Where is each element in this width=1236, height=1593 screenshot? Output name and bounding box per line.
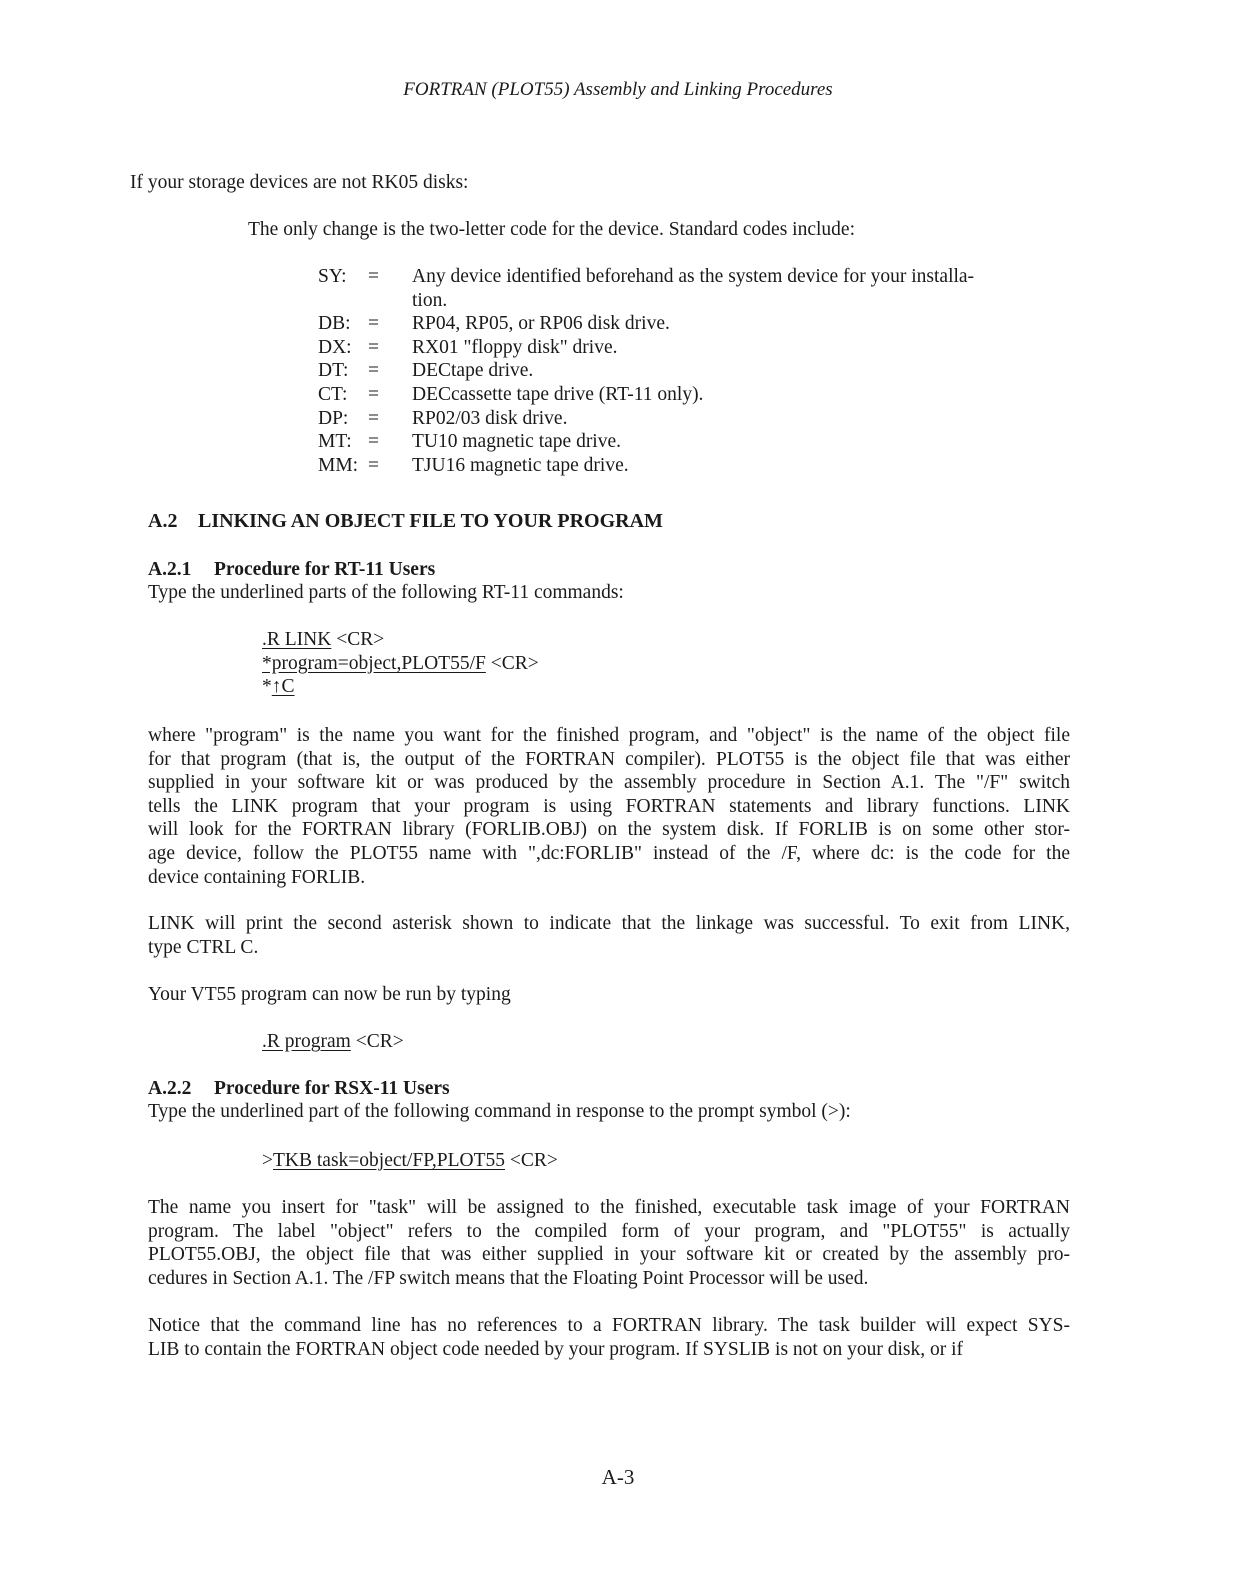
- running-head: FORTRAN (PLOT55) Assembly and Linking Procedures: [403, 79, 833, 100]
- text-line: LIB to contain the FORTRAN object code needed by your program. If SYSLIB is not on your disk, or if: [148, 1338, 963, 1360]
- equals-sign: =: [368, 431, 379, 453]
- tkb-command-line: [262, 1149, 558, 1173]
- prompt-symbol: >: [262, 1150, 273, 1171]
- device-code-row: [318, 359, 1068, 383]
- device-description: TJU16 magnetic tape drive.: [412, 454, 629, 476]
- rt11-instruction: Type the underlined parts of the following RT-11 commands:: [148, 582, 624, 603]
- section-number: A.2.2: [148, 1078, 192, 1099]
- section-number: A.2: [148, 510, 178, 532]
- text-line: will look for the FORTRAN library (FORLIB.OBJ) on the system disk. If FORLIB is on some other stor-: [148, 819, 1070, 841]
- device-code: MM:: [318, 454, 359, 476]
- section-heading-a2: [148, 510, 663, 534]
- text-line: PLOT55.OBJ, the object file that was either supplied in your software kit or created by the assembly pro-: [148, 1244, 1070, 1266]
- command-line: [262, 675, 539, 699]
- equals-sign: =: [368, 313, 379, 335]
- typed-input: .R LINK: [262, 629, 332, 650]
- command-suffix: <CR>: [485, 652, 539, 674]
- equals-sign: =: [368, 383, 379, 405]
- command-suffix: <CR>: [505, 1150, 558, 1171]
- device-code: DT:: [318, 360, 349, 382]
- typed-input: TKB task=object/FP,PLOT55: [273, 1150, 506, 1171]
- section-title: Procedure for RT-11 Users: [214, 559, 436, 580]
- section-title: Procedure for RSX-11 Users: [214, 1078, 450, 1099]
- device-code-row: [318, 454, 1068, 478]
- text-line: where "program" is the name you want for the finished program, and "object" is the name of the object file: [148, 725, 1070, 746]
- section-number: A.2.1: [148, 559, 192, 580]
- typed-input: .R program: [262, 1031, 351, 1052]
- text-line: LINK will print the second asterisk shown to indicate that the linkage was successful. To exit from LINK,: [148, 913, 1070, 934]
- text-line: device containing FORLIB.: [148, 866, 366, 888]
- paragraph-notice-syslib: [148, 1314, 1070, 1361]
- section-heading-a22: [148, 1077, 450, 1101]
- paragraph-task-name: [148, 1196, 1070, 1290]
- device-description: RX01 "floppy disk" drive.: [412, 336, 618, 358]
- equals-sign: =: [368, 407, 379, 429]
- typed-input: *program=object,PLOT55/F: [262, 652, 486, 674]
- device-code-row: [318, 312, 1068, 336]
- command-line: [262, 652, 539, 676]
- device-code-row: [318, 430, 1068, 454]
- paragraph-vt55-run: Your VT55 program can now be run by typing: [148, 984, 511, 1005]
- equals-sign: =: [368, 454, 379, 476]
- device-code-list: [318, 265, 1068, 477]
- device-description: DECcassette tape drive (RT-11 only).: [412, 383, 704, 405]
- text-line: Notice that the command line has no references to a FORTRAN library. The task builder will expect SYS-: [148, 1315, 1070, 1336]
- equals-sign: =: [368, 336, 379, 358]
- device-code: CT:: [318, 383, 348, 405]
- device-code-row: [318, 265, 1068, 312]
- run-command-line: [262, 1030, 404, 1054]
- device-code-row: [318, 407, 1068, 431]
- device-description: TU10 magnetic tape drive.: [412, 431, 622, 453]
- device-code: DP:: [318, 407, 349, 429]
- text-line: program. The label "object" refers to the compiled form of your program, and "PLOT55" is actually: [148, 1220, 1070, 1242]
- device-code: MT:: [318, 431, 352, 453]
- device-description: RP02/03 disk drive.: [412, 407, 568, 429]
- text-line: tells the LINK program that your program is using FORTRAN statements and library functions. LINK: [148, 795, 1070, 817]
- text-line: age device, follow the PLOT55 name with ",dc:FORLIB" instead of the /F, where dc: is the code for the: [148, 842, 1070, 864]
- storage-intro: If your storage devices are not RK05 disks:: [130, 172, 469, 193]
- text-line: for that program (that is, the output of the FORTRAN compiler). PLOT55 is the object file that was either: [148, 748, 1070, 770]
- device-code: SY:: [318, 266, 347, 287]
- device-description: DECtape drive.: [412, 360, 534, 382]
- device-description: [412, 265, 1068, 312]
- paragraph-where-program: [148, 724, 1070, 889]
- section-heading-a21: [148, 558, 435, 582]
- equals-sign: =: [368, 266, 379, 287]
- device-code: DB:: [318, 313, 351, 335]
- rsx11-instruction: Type the underlined part of the following command in response to the prompt symbol (>):: [148, 1101, 851, 1122]
- equals-sign: =: [368, 360, 379, 382]
- prompt-symbol: *: [262, 676, 272, 698]
- command-line: [262, 628, 539, 652]
- device-description-line: Any device identified beforehand as the system device for your installa-: [412, 266, 975, 287]
- text-line: type CTRL C.: [148, 936, 259, 958]
- codes-intro: The only change is the two-letter code for the device. Standard codes include:: [248, 219, 855, 240]
- device-code: DX:: [318, 336, 352, 358]
- text-line: supplied in your software kit or was produced by the assembly procedure in Section A.1. The "/F" switch: [148, 772, 1070, 794]
- device-code-row: [318, 383, 1068, 407]
- command-suffix: <CR>: [331, 629, 385, 650]
- text-line: cedures in Section A.1. The /FP switch means that the Floating Point Processor will be used.: [148, 1267, 869, 1289]
- rt11-command-block: [262, 628, 539, 699]
- device-description: RP04, RP05, or RP06 disk drive.: [412, 313, 670, 335]
- page-number: A-3: [601, 1465, 635, 1489]
- text-line: The name you insert for "task" will be assigned to the finished, executable task image of your FORTRAN: [148, 1197, 1070, 1218]
- device-code-row: [318, 336, 1068, 360]
- paragraph-link-asterisk: [148, 912, 1070, 959]
- typed-input: ↑C: [271, 676, 295, 698]
- device-description-line: tion.: [412, 289, 448, 311]
- section-title: LINKING AN OBJECT FILE TO YOUR PROGRAM: [198, 510, 663, 532]
- command-suffix: <CR>: [350, 1031, 404, 1052]
